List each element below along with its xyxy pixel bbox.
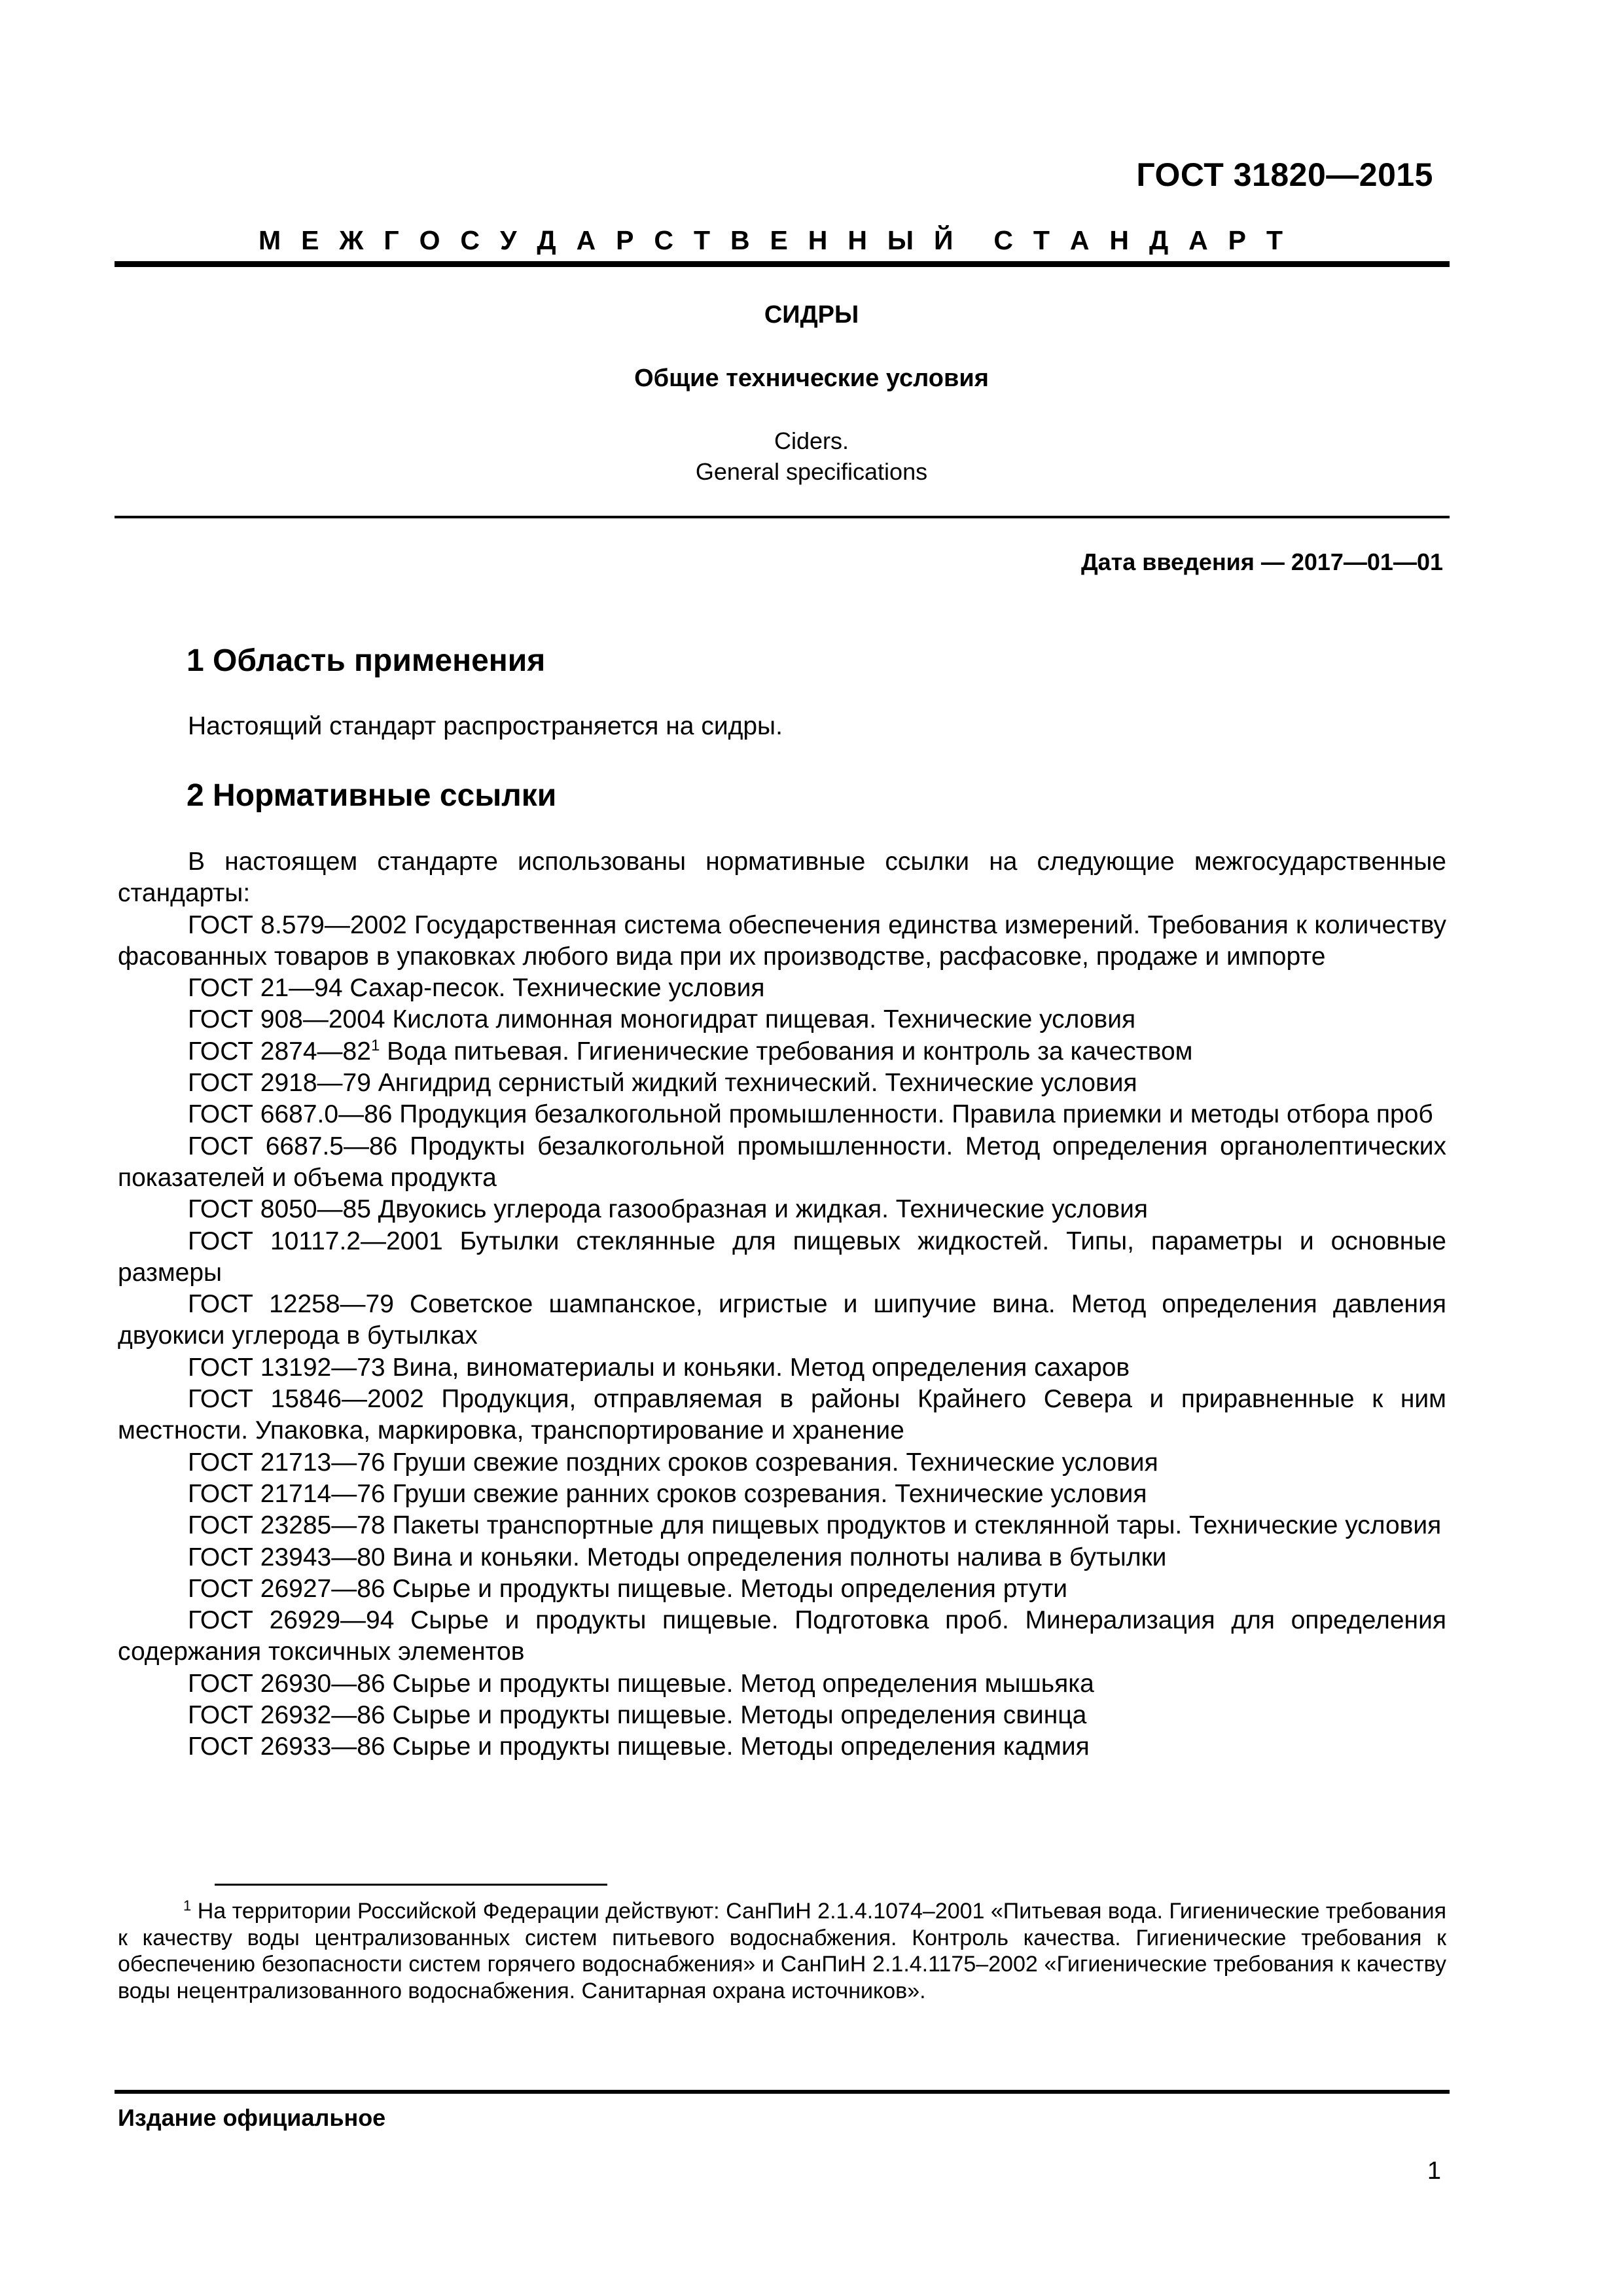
english-title-line: Ciders. (774, 427, 849, 454)
banner-letter: Т (1033, 225, 1050, 255)
banner-letter: Ж (339, 225, 364, 255)
footnote (118, 1898, 1446, 2004)
banner-letter: Д (537, 225, 556, 255)
reference-item: ГОСТ 12258—79 Советское шампанское, игристые и шипучие вина. Метод определения давления двуокиси углерода в бутылках (118, 1290, 1446, 1350)
document-title: СИДРЫ (764, 301, 859, 329)
reference-item: ГОСТ 6687.0—86 Продукция безалкогольной промышленности. Правила приемки и методы отбора проб (188, 1100, 1433, 1129)
reference-item: ГОСТ 26932—86 Сырье и продукты пищевые. Методы определения свинца (188, 1701, 1087, 1730)
footnote-marker: 1 (183, 1897, 192, 1914)
banner-letter: М (259, 225, 281, 255)
banner-letter: А (1188, 225, 1208, 255)
reference-item: ГОСТ 13192—73 Вина, виноматериалы и коньяки. Метод определения сахаров (188, 1353, 1130, 1382)
scope-paragraph (118, 711, 1446, 742)
banner-letter: А (1069, 225, 1090, 255)
footnote-body: На территории Российской Федерации действуют: СанПиН 2.1.4.1074–2001 «Питьевая вода. Гигиенические требования к качеству воды централизованных систем питьевого водоснабжения. Контроль качества. Гигиенические требования к обеспечению безопасности систем горячего водоснабжения» и СанПиН 2.1.4.1175–2002 «Гигиенические требования к качеству воды нецентрализованного водоснабжения. Санитарная охрана источников». (118, 1899, 1446, 2003)
reference-item: ГОСТ 908—2004 Кислота лимонная моногидрат пищевая. Технические условия (188, 1005, 1136, 1034)
reference-item: ГОСТ 10117.2—2001 Бутылки стеклянные для пищевых жидкостей. Типы, параметры и основные размеры (118, 1227, 1446, 1287)
footer-divider (115, 2090, 1450, 2094)
banner-letter: Е (301, 225, 319, 255)
banner-letter: Ы (887, 225, 914, 255)
reference-item (118, 1036, 1446, 1067)
reference-item: ГОСТ 8050—85 Двуокись углерода газообразная и жидкая. Технические условия (188, 1195, 1149, 1224)
document-subtitle: Общие технические условия (634, 365, 989, 392)
banner-letter: С (654, 225, 674, 255)
reference-item: ГОСТ 26930—86 Сырье и продукты пищевые. Метод определения мышьяка (188, 1669, 1094, 1698)
footnote-divider (215, 1884, 607, 1886)
reference-item: ГОСТ 23943—80 Вина и коньяки. Методы определения полноты налива в бутылки (188, 1543, 1167, 1571)
reference-item: ГОСТ 8.579—2002 Государственная система обеспечения единства измерений. Требования к количеству фасованных товаров в упаковках любого вида при их производстве, расфасовке, продаже и импорте (118, 910, 1446, 971)
reference-item: ГОСТ 26929—94 Сырье и продукты пищевые. Подготовка проб. Минерализация для определения содержания токсичных элементов (118, 1606, 1446, 1666)
reference-item: ГОСТ 21714—76 Груши свежие ранних сроков созревания. Технические условия (188, 1479, 1147, 1508)
reference-item: ГОСТ 2918—79 Ангидрид сернистый жидкий технический. Технические условия (188, 1069, 1137, 1098)
banner-letter: Н (847, 225, 867, 255)
banner-letter: Р (1228, 225, 1246, 255)
banner-letter: А (576, 225, 596, 255)
english-title-line: General specifications (695, 458, 928, 485)
interstate-standard-banner (259, 225, 1283, 256)
references-intro: В настоящем стандарте использованы нормативные ссылки на следующие межгосударственные стандарты: (118, 848, 1446, 908)
banner-letter: Т (1266, 225, 1283, 255)
edition-label: Издание официальное (118, 2104, 386, 2131)
banner-letter: В (730, 225, 750, 255)
references-list (118, 846, 1446, 1763)
reference-item: ГОСТ 21—94 Сахар-песок. Технические условия (188, 974, 765, 1003)
banner-letter: С (460, 225, 480, 255)
footnote-text (118, 1898, 1446, 2004)
banner-letter: Р (616, 225, 634, 255)
banner-letter: Н (1109, 225, 1129, 255)
banner-letter: Д (1149, 225, 1169, 255)
banner-letter: Г (383, 225, 399, 255)
page-number: 1 (1427, 2157, 1441, 2185)
english-title (0, 425, 1623, 487)
title-divider (115, 516, 1450, 518)
banner-letter: О (419, 225, 440, 255)
reference-item: ГОСТ 26927—86 Сырье и продукты пищевые. Методы определения ртути (188, 1574, 1067, 1603)
footnote-reference[interactable]: 1 (370, 1036, 380, 1054)
banner-letter: Й (933, 225, 954, 255)
reference-item: ГОСТ 6687.5—86 Продукты безалкогольной промышленности. Метод определения органолептических показателей и объема продукта (118, 1132, 1446, 1192)
reference-item: ГОСТ 23285—78 Пакеты транспортные для пищевых продуктов и стеклянной тары. Технические условия (188, 1511, 1442, 1540)
reference-item: ГОСТ 26933—86 Сырье и продукты пищевые. Методы определения кадмия (188, 1732, 1090, 1761)
introduction-date: Дата введения — 2017—01—01 (1080, 548, 1443, 575)
banner-letter: Н (808, 225, 828, 255)
banner-letter: У (499, 225, 517, 255)
reference-item: ГОСТ 15846—2002 Продукция, отправляемая в районы Крайнего Севера и приравненные к ним местности. Упаковка, маркировка, транспортирование и хранение (118, 1385, 1446, 1445)
banner-letter: Е (770, 225, 788, 255)
scope-text: Настоящий стандарт распространяется на сидры. (188, 712, 783, 740)
section-heading-references: 2 Нормативные ссылки (187, 778, 557, 813)
banner-letter: Т (693, 225, 711, 255)
header-divider (115, 261, 1450, 267)
reference-item: ГОСТ 21713—76 Груши свежие поздних сроков созревания. Технические условия (188, 1448, 1158, 1477)
reference-title: Вода питьевая. Гигиенические требования и контроль за качеством (380, 1037, 1193, 1066)
banner-letter: С (993, 225, 1013, 255)
standard-code: ГОСТ 31820—2015 (1136, 156, 1433, 193)
reference-code: ГОСТ 2874—82 (188, 1037, 371, 1066)
section-heading-scope: 1 Область применения (187, 643, 546, 678)
